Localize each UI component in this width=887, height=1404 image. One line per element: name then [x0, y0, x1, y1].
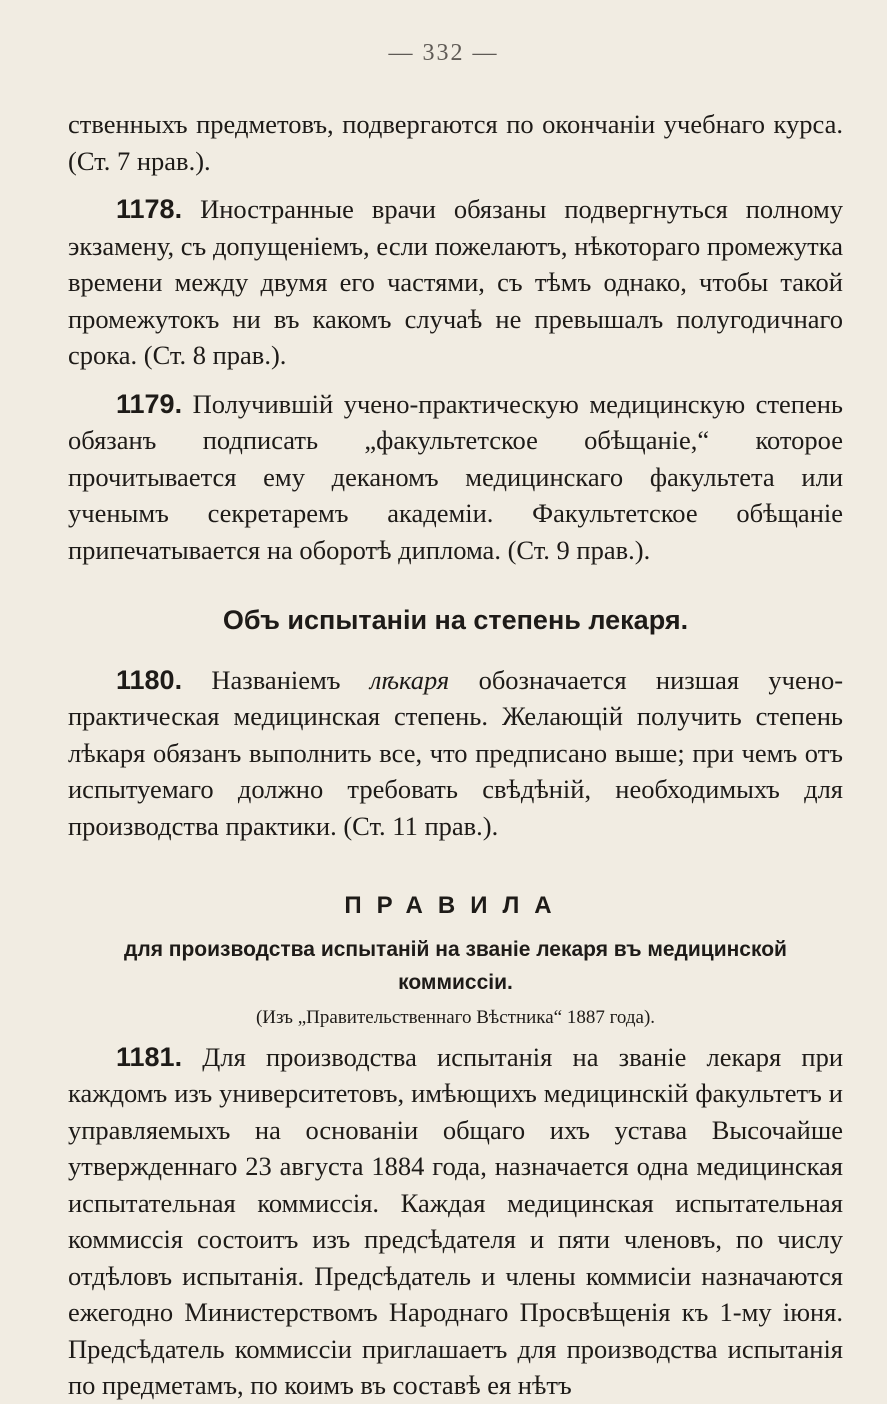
paragraph-text-after: обозначается низшая учено-практическая медицинская степень. Желающій получить степень лѣкаря обязанъ выполнить все, что предписано выше; при чемъ отъ испытуемаго должно требовать свѣдѣній, необходимыхъ для производства практики. (Ст. 11 прав.). [68, 664, 844, 841]
paragraph-text: Для производства испытанія на званіе лекаря при каждомъ изъ университетовъ, имѣющихъ медицинскій факультетъ и управляемыхъ на основаніи общаго ихъ устава Высочайше утвержденнаго 23 августа 1884 года, назначается одна медицинская испытательная коммиссія. Каждая медицинская испытательная коммиссія состоитъ изъ предсѣдателя и пяти членовъ, по числу отдѣловъ испытанія. Предсѣдатель и члены коммисіи назначаются ежегодно Министерствомъ Народнаго Просвѣщенія къ 1-му іюня. Предсѣдатель коммиссіи приглашаетъ для производства испытанія по предметамъ, по коимъ въ составѣ ея нѣтъ [68, 1041, 843, 1400]
paragraph-text: Получившій учено-практическую медицинскую степень обязанъ подписать „факультетское обѣщаніе,“ которое прочитывается ему деканомъ медицинскаго факультета или ученымъ секретаремъ академіи. Факультетское обѣщаніе припечатывается на оборотѣ диплома. (Ст. 9 прав.). [68, 388, 844, 565]
paragraph-1179 [68, 386, 843, 569]
paragraph-1181 [68, 1039, 843, 1404]
source-note: (Изъ „Правительственнаго Вѣстника“ 1887 года). [255, 1006, 656, 1028]
paragraph-number: 1181. [116, 1041, 183, 1072]
page-number: — 332 — [388, 40, 499, 66]
paragraph-number: 1179. [116, 388, 183, 419]
rules-subtitle: для производства испытаній на званіе лекаря въ медицинской коммиссіи. [124, 937, 787, 994]
paragraph-number: 1178. [116, 194, 183, 224]
paragraph-number: 1180. [116, 664, 183, 695]
italic-term: лѣкаря [369, 664, 450, 695]
paragraph-1178 [68, 191, 843, 374]
paragraph-1180 [68, 662, 843, 845]
rules-heading: ПРАВИЛА [344, 892, 567, 919]
paragraph-text: Иностранные врачи обязаны подвергнуться полному экзамену, съ допущеніемъ, если пожелаютъ, нѣкотораго промежутка времени между двумя его частями, съ тѣмъ однако, чтобы такой промежутокъ ни въ какомъ случаѣ не превышалъ полугодичнаго срока. (Ст. 8 прав.). [68, 194, 844, 370]
paragraph-text-before: Названіемъ [211, 664, 341, 695]
section-title: Объ испытаніи на степень лекаря. [222, 605, 689, 635]
continuation-paragraph: ственныхъ предметовъ, подвергаются по окончаніи учебнаго курса. (Ст. 7 нрав.). [68, 109, 843, 176]
body-text [68, 106, 843, 1404]
